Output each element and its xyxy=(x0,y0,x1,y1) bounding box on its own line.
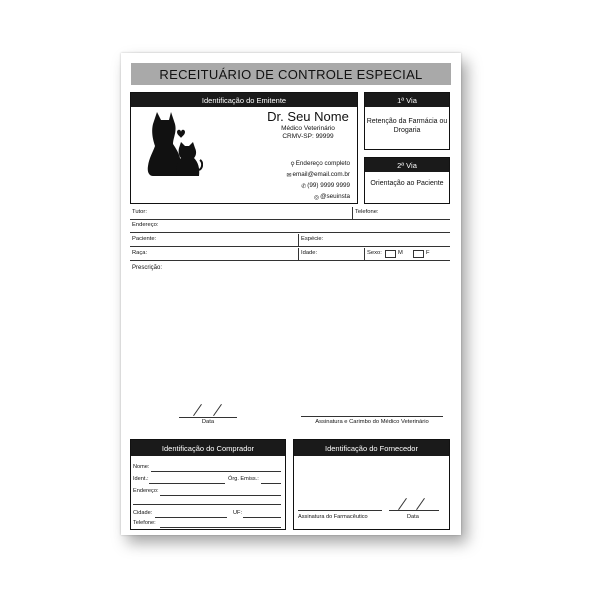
first-copy-header: 1ª Via xyxy=(365,93,449,107)
instagram-icon: ◎ xyxy=(313,195,320,201)
date-line[interactable] xyxy=(179,417,237,418)
buyer-city-field[interactable] xyxy=(155,517,227,518)
buyer-id-label: Ident.: xyxy=(133,476,149,482)
envelope-icon: ✉ xyxy=(286,173,292,179)
buyer-phone-label: Telefone: xyxy=(133,520,156,526)
instagram-text: @seuinsta xyxy=(320,193,350,200)
buyer-address-field[interactable] xyxy=(160,495,281,496)
sex-male-label: M xyxy=(398,250,403,256)
age-label: Idade: xyxy=(301,250,318,256)
address-text: Endereço completo xyxy=(295,160,350,167)
dog-cat-logo-icon xyxy=(143,110,203,178)
second-copy-header: 2ª Via xyxy=(365,158,449,172)
supplier-date-label: Data xyxy=(407,514,419,520)
pharmacist-signature-line[interactable] xyxy=(298,510,382,511)
phone-text: (99) 9999 9999 xyxy=(307,182,350,189)
row-divider xyxy=(298,248,299,260)
email-text: email@email.com.br xyxy=(292,171,350,178)
buyer-box xyxy=(130,439,286,530)
row-divider xyxy=(364,248,365,260)
buyer-phone-field[interactable] xyxy=(160,527,281,528)
supplier-header: Identificação do Fornecedor xyxy=(294,440,449,456)
doctor-role-block xyxy=(261,125,355,141)
issuer-header: Identificação do Emitente xyxy=(131,93,357,107)
buyer-header: Identificação do Comprador xyxy=(131,440,285,456)
pharmacist-signature-label: Assinatura do Farmacêutico xyxy=(298,514,368,520)
row-divider xyxy=(298,234,299,246)
species-label: Espécie: xyxy=(301,236,324,242)
buyer-state-label: UF: xyxy=(233,510,243,516)
second-copy-text: Orientação ao Paciente xyxy=(370,180,444,187)
date-slash xyxy=(213,404,222,416)
email-line xyxy=(285,171,350,178)
phone-label: Telefone: xyxy=(355,209,379,215)
date-slash xyxy=(193,404,202,416)
date-label: Data xyxy=(201,419,215,425)
first-copy-box xyxy=(364,92,450,150)
address-line xyxy=(288,160,350,167)
form-title: RECEITUÁRIO DE CONTROLE ESPECIAL xyxy=(131,63,451,85)
buyer-address-label: Endereço: xyxy=(133,488,159,494)
vet-signature-label: Assinatura e Carimbo do Médico Veterinário xyxy=(315,419,429,425)
whatsapp-icon: ✆ xyxy=(301,184,307,190)
instagram-line xyxy=(312,193,350,200)
doctor-role: Médico Veterinário xyxy=(281,125,335,132)
tutor-row[interactable] xyxy=(130,207,450,220)
prescription-area[interactable] xyxy=(132,275,450,405)
doctor-crmv: CRMV-SP: 99999 xyxy=(282,133,334,140)
patient-label: Paciente: xyxy=(132,236,157,242)
sex-female-label: F xyxy=(426,250,430,256)
patient-row[interactable] xyxy=(130,234,450,247)
sex-male-checkbox[interactable] xyxy=(385,250,396,258)
vet-signature-line[interactable] xyxy=(301,416,443,417)
buyer-issuer-label: Órg. Emiss.: xyxy=(228,476,259,482)
issuer-box xyxy=(130,92,358,204)
buyer-issuer-field[interactable] xyxy=(261,483,281,484)
buyer-id-field[interactable] xyxy=(149,483,225,484)
row-divider xyxy=(352,207,353,219)
prescription-form xyxy=(121,53,461,535)
sex-label: Sexo: xyxy=(367,250,382,256)
second-copy-box xyxy=(364,157,450,204)
buyer-city-label: Cidade: xyxy=(133,510,153,516)
doctor-name: Dr. Seu Nome xyxy=(267,109,349,124)
first-copy-text: Retenção da Farmácia ou Drogaria xyxy=(366,118,448,134)
buyer-name-field[interactable] xyxy=(151,471,281,472)
buyer-address-field-2[interactable] xyxy=(133,504,281,505)
sex-female-checkbox[interactable] xyxy=(413,250,424,258)
supplier-box xyxy=(293,439,450,530)
buyer-state-field[interactable] xyxy=(243,517,281,518)
date-slash xyxy=(398,498,407,510)
supplier-date-line[interactable] xyxy=(389,510,439,511)
person-pin-icon: ⚲ xyxy=(290,162,295,168)
address-label: Endereço: xyxy=(132,222,159,228)
phone-line xyxy=(299,182,350,189)
address-row[interactable] xyxy=(130,220,450,233)
date-slash xyxy=(416,498,425,510)
breed-row[interactable] xyxy=(130,248,450,261)
prescription-label: Prescrição: xyxy=(132,265,163,271)
breed-label: Raça: xyxy=(132,250,148,256)
tutor-label: Tutor: xyxy=(132,209,147,215)
buyer-name-label: Nome: xyxy=(133,464,150,470)
